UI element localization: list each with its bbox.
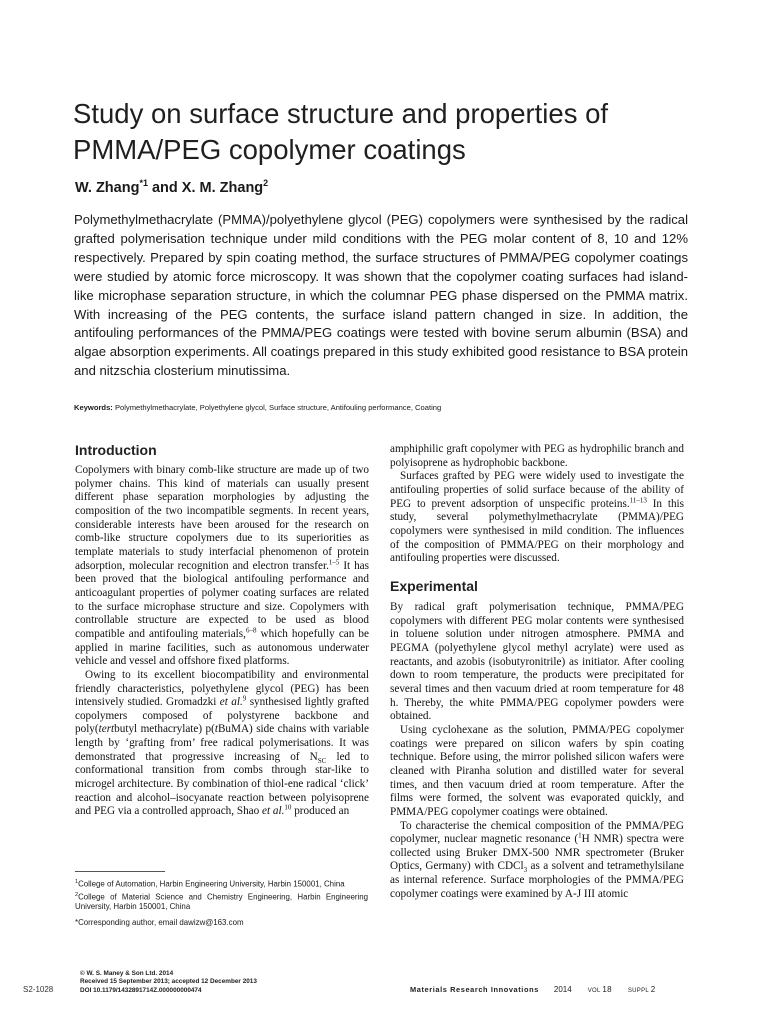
paragraph: amphiphilic graft copolymer with PEG as hydrophilic branch and polyisoprene as hydrophobic backbone. — [390, 443, 684, 469]
journal-volume: VOL 18 — [587, 985, 612, 994]
paragraph: To characterise the chemical composition of the PMMA/PEG copolymer, nuclear magnetic resonance ($^1$H NMR) spectra were collected using Bruker DMX-500 NMR spectrometer (Bruker Optics, Germany) with CDCl$_3$ as a solvent and tetramethylsilane as internal reference. Surface morphologies of the PMMA/PEG copolymer coatings were examined by A-J III atomic — [390, 819, 685, 900]
article-title: Study on surface structure and properties of PMMA/PEG copolymer coatings — [73, 98, 609, 165]
keywords-label: Keywords: — [74, 403, 113, 412]
keywords — [74, 403, 694, 412]
citation: 10 — [284, 803, 292, 812]
citation: 6–8 — [245, 626, 257, 635]
author-conjunction: and — [151, 179, 178, 196]
paragraph: By radical graft polymerisation technique, PMMA/PEG copolymers with different PEG molar contents were synthesised in toluene solution under nitrogen atmosphere. PMMA and PEGMA (polyethylene glycol methyl acrylate) were used as reactants, and azobis (isobutyronitrile) as initiator. After cooling down to room temperature, the products were precipitated for several times and then vacuum dried at room temperature for 48 h. Thereby, the white PMMA/PEG copolymer powders were obtained. — [390, 601, 684, 723]
section-heading-introduction: Introduction — [75, 442, 157, 458]
citation: 1–5 — [328, 557, 340, 566]
paragraph: Surfaces grafted by PEG were widely used to investigate the antifouling properties of solid surface because of the ability of PEG to prevent adsorption of unspecific proteins.$^{11-13}$ In this study, several polymethylmethacrylate (PMMA)/PEG copolymers were synthesised in mild condition. The influences of the composition of PMMA/PEG on their morphology and antifouling properties were discussed. — [390, 470, 685, 565]
journal-supplement: SUPPL 2 — [627, 985, 656, 994]
right-column-experimental-text — [390, 601, 684, 901]
page-number: S2-1028 — [23, 985, 54, 994]
journal-year: 2014 — [553, 985, 572, 994]
affiliation-footnote: $^2$College of Material Science and Chemistry Engineering, Harbin Engineering University, Harbin 150001, China — [75, 891, 368, 912]
journal-name: Materials Research Innovations — [410, 985, 539, 994]
doi-line: DOI 10.1179/1432891714Z.000000000474 — [80, 986, 202, 994]
journal-footer — [410, 985, 683, 994]
copyright-line: © W. S. Maney & Son Ltd. 2014 — [80, 970, 174, 977]
footnotes — [75, 877, 368, 928]
corresponding-author-footnote: *Corresponding author, email dawizw@163.com — [75, 918, 244, 928]
citation: 9 — [242, 694, 247, 703]
received-line: Received 15 September 2013; accepted 12 December 2013 — [80, 978, 257, 986]
right-column-intro-text — [390, 443, 684, 566]
citation: 11–13 — [629, 495, 647, 504]
author-name: X. M. Zhang — [181, 179, 264, 196]
abstract: Polymethylmethacrylate (PMMA)/polyethylene glycol (PEG) copolymers were synthesised by the radical grafted polymerisation technique under mild conditions with the PEG molar content of 8, 10 and 12% respectively. Prepared by spin coating method, the surface structures of PMMA/PEG copolymer coatings were studied by atomic force microscopy. It was shown that the copolymer coating surfaces had island-like microphase separation structure, in which the columnar PEG phase dispersed on the PMMA matrix. With increasing of the PEG contents, the surface island pattern changed in size. In addition, the antifouling performances of the PMMA/PEG coatings were tested with bovine serum albumin (BSA) and algae absorption experiments. All coatings prepared in this study exhibited good resistance to BSA protein and nitzschia closterium minutissima. — [74, 212, 688, 379]
author-affiliation-mark: *1 — [139, 178, 148, 188]
paragraph: Owing to its excellent biocompatibility and environmental friendly characteristics, polyethylene glycol (PEG) has been intensively studied. Gromadzki et al.$^9$ synthesised lightly grafted copolymers composed of polystyrene backbone and poly(tertbutyl methacrylate) p(tBuMA) side chains with variable length by ‘grafting from’ free radical polymerisations. It was demonstrated that progressive increasing of $N_{SC}$ led to conformational transition from combs through star-like to microgel architecture. By combination of thiol-ene radical ‘click’ reaction and alcohol–isocyanate reaction between polyisoprene and PEG via a controlled approach, Shao et al.$^{10}$ produced an — [75, 668, 369, 818]
affiliation-footnote: $^1$College of Automation, Harbin Engineering University, Harbin 150001, China — [75, 879, 345, 889]
author-name: W. Zhang — [75, 179, 140, 196]
author-list — [75, 178, 268, 196]
author-affiliation-mark: 2 — [263, 178, 269, 188]
section-heading-experimental: Experimental — [390, 578, 478, 594]
footnote-divider — [75, 871, 165, 872]
keywords-text: Polymethylmethacrylate, Polyethylene glycol, Surface structure, Antifouling performance, Coating — [114, 403, 442, 412]
paragraph: Using cyclohexane as the solution, PMMA/PEG copolymer coatings were prepared on silicon wafers by spin coating technique. Before using, the mirror polished silicon wafers were cleaned with Piranha solution and distilled water for several times, and then vacuum dried at room temperature. After the films were formed, the solvent was evaporated quickly, and PMMA/PEG copolymer coatings were obtained. — [390, 723, 684, 818]
left-column-text — [75, 464, 369, 819]
paragraph: Copolymers with binary comb-like structure are made up of two polymer chains. This kind of materials can usually present different phase separation morphologies by adjusting the composition of the two incompatible segments. In recent years, considerable interests have been aroused for the research on comb-like structure copolymers due to its superiorities as template materials to study interfacial phenomenon of protein adsorption, molecular recognition and electron transfer.$^{1-5}$ It has been proved that the biological antifouling performance and anticoagulant properties of polymer coating surfaces are related to the surface microphase structure and size. Copolymers with controllable structure are expected to be used as blood compatible and antifouling materials,$^{6-8}$ which hopefully can be applied in marine facilities, such as autonomous underwater vehicle and vessel and offshore fixed platforms. — [75, 464, 369, 668]
publication-info — [80, 970, 257, 995]
